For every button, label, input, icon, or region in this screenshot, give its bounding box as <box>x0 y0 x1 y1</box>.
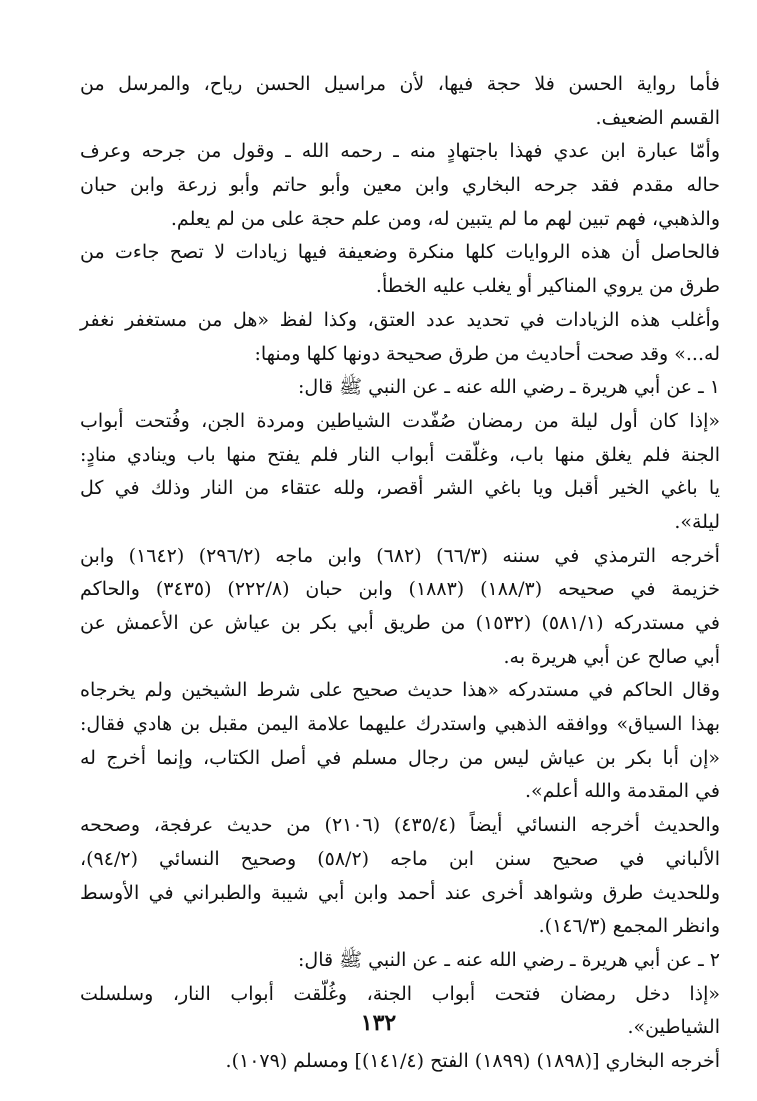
text-line: والذهبي، فهم تبين لهم ما لم يتبين له، ومن علم حجة على من لم يعلم. <box>170 207 720 230</box>
text-line: الشياطين». <box>627 1016 720 1039</box>
text-line: بهذا السياق» ووافقه الذهبي واستدرك عليهما علامة اليمن مقبل بن هادي فقال: <box>80 713 720 736</box>
text-line: خزيمة في صحيحه (١٨٨/٣) (١٨٨٣) وابن حبان (٢٢٢/٨) (٣٤٣٥) والحاكم <box>80 578 720 601</box>
text-line: «إذا كان أول ليلة من رمضان صُفّدت الشياطين ومردة الجن، وفُتحت أبواب <box>80 409 720 432</box>
text-line: طرق من يروي المناكير أو يغلب عليه الخطأ. <box>375 275 720 298</box>
text-line: وأمّا عبارة ابن عدي فهذا باجتهادٍ منه ـ رحمه الله ـ وقول من جرحه وعرف <box>80 140 720 163</box>
text-line: القسم الضعيف. <box>595 106 720 129</box>
text-line: فأما رواية الحسن فلا حجة فيها، لأن مراسيل الحسن رياح، والمرسل من <box>80 73 720 95</box>
text-line: له...» وقد صحت أحاديث من طرق صحيحة دونها كلها ومنها: <box>254 342 720 365</box>
text-line: الجنة فلم يغلق منها باب، وغلّقت أبواب النار فلم يفتح منها باب وينادي منادٍ: <box>80 443 720 466</box>
text-line: والحديث أخرجه النسائي أيضاً (٤٣٥/٤) (٢١٠٦) من حديث عرفجة، وصححه <box>80 814 720 837</box>
text-line: حاله مقدم فقد جرحه البخاري وابن معين وأبو حاتم وأبو زرعة وابن حبان <box>80 174 720 197</box>
page-number: ١٣٢ <box>360 1010 397 1036</box>
text-line: ٢ ـ عن أبي هريرة ـ رضي الله عنه ـ عن النبي ﷺ قال: <box>297 948 720 971</box>
text-line: يا باغي الخير أقبل ويا باغي الشر أقصر، ولله عتقاء من النار وذلك في كل <box>80 477 720 500</box>
page-body <box>80 68 720 1079</box>
text-line: «إن أبا بكر بن عياش ليس من رجال مسلم في أصل الكتاب، وإنما أخرج له <box>80 746 720 769</box>
text-line: «إذا دخل رمضان فتحت أبواب الجنة، وغُلّقت أبواب النار، وسلسلت <box>80 982 720 1005</box>
text-line: أخرجه الترمذي في سننه (٦٦/٣) (٦٨٢) وابن ماجه (٢٩٦/٢) (١٦٤٢) وابن <box>80 544 720 567</box>
text-line: فالحاصل أن هذه الروايات كلها منكرة وضعيفة فيها زيادات لا تصح جاءت من <box>80 241 720 264</box>
text-line: وانظر المجمع (١٤٦/٣). <box>538 915 720 938</box>
text-line: وللحديث طرق وشواهد أخرى عند أحمد وابن أبي شيبة والطبراني في الأوسط <box>80 881 720 904</box>
text-line: وقال الحاكم في مستدركه «هذا حديث صحيح على شرط الشيخين ولم يخرجاه <box>80 679 720 702</box>
text-line: في مستدركه (٥٨١/١) (١٥٣٢) من طريق أبي بكر بن عياش عن الأعمش عن <box>80 612 720 634</box>
text-line: ١ ـ عن أبي هريرة ـ رضي الله عنه ـ عن النبي ﷺ قال: <box>297 376 720 399</box>
text-line: في المقدمة والله أعلم». <box>525 780 720 803</box>
text-line: أبي صالح عن أبي هريرة به. <box>503 645 720 668</box>
text-line: ليلة». <box>674 510 720 533</box>
text-line: أخرجه البخاري [(١٨٩٨) (١٨٩٩) الفتح (١٤١/٤)] ومسلم (١٠٧٩). <box>225 1049 720 1072</box>
text-line: وأغلب هذه الزيادات في تحديد عدد العتق، وكذا لفظ «هل من مستغفر نغفر <box>80 308 720 331</box>
text-line: الألباني في صحيح سنن ابن ماجه (٥٨/٢) وصحيح النسائي (٩٤/٢)، <box>80 847 720 870</box>
